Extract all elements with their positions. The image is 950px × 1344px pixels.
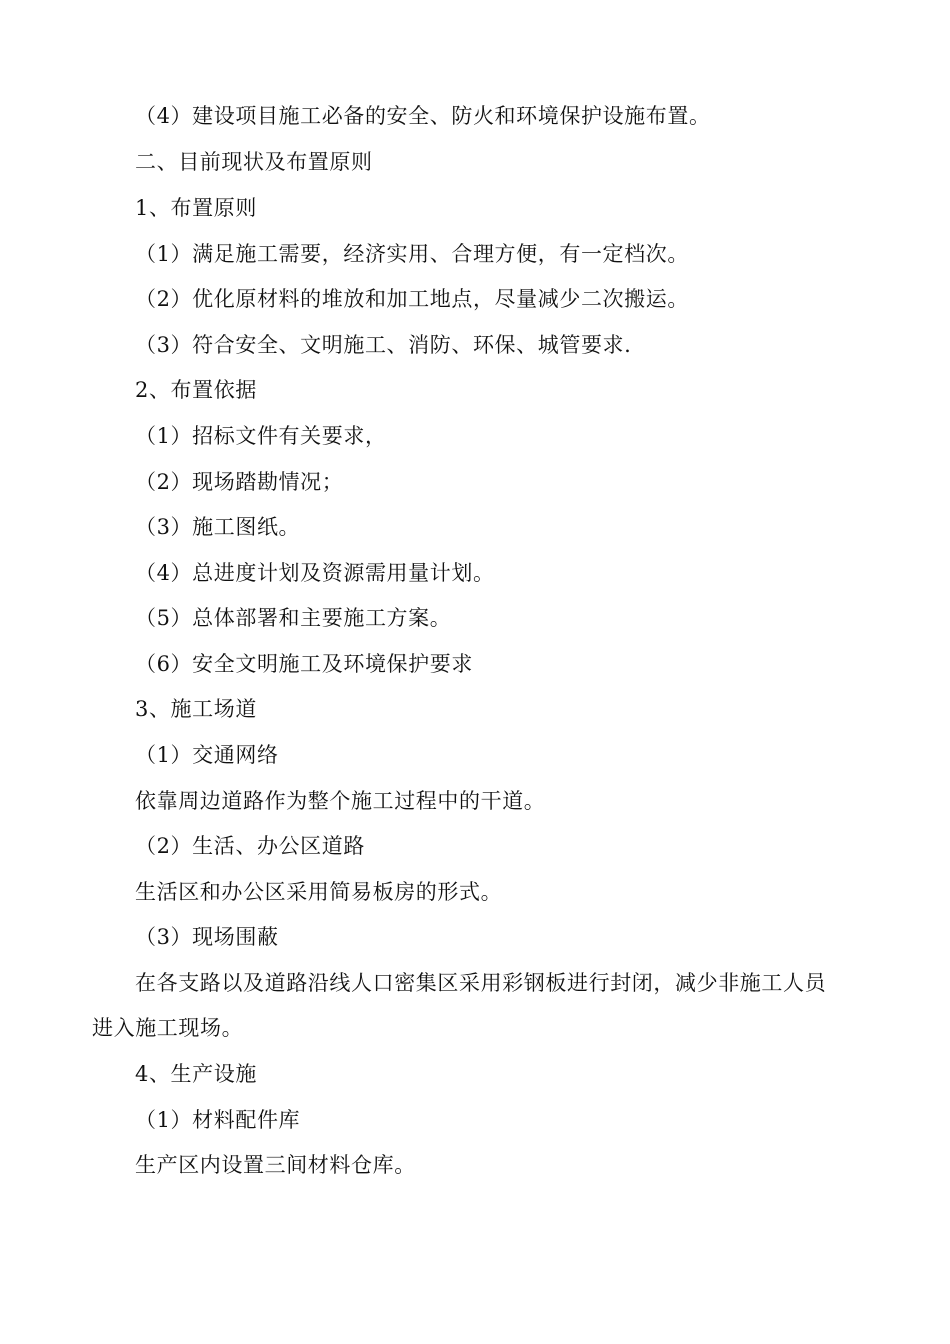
basis-2: （2）现场踏勘情况； [135, 470, 344, 494]
basis-5: （5）总体部署和主要施工方案。 [135, 606, 452, 630]
basis-1: （1）招标文件有关要求， [135, 424, 387, 448]
subheading-site-roads: 3、施工场道 [135, 697, 257, 721]
subheading-layout-principles: 1、布置原则 [135, 196, 257, 220]
roads-item-1-text: 依靠周边道路作为整个施工过程中的干道。 [135, 789, 546, 813]
roads-item-1: （1）交通网络 [135, 743, 279, 767]
facilities-item-1-text: 生产区内设置三间材料仓库。 [135, 1153, 416, 1177]
facilities-item-1: （1）材料配件库 [135, 1108, 301, 1132]
subheading-production-facilities: 4、生产设施 [135, 1062, 257, 1086]
principle-3: （3）符合安全、文明施工、消防、环保、城管要求. [135, 333, 632, 357]
roads-item-3-text-continued: 进入施工现场。 [92, 1016, 244, 1040]
principle-1: （1）满足施工需要，经济实用、合理方便，有一定档次。 [135, 242, 689, 266]
principle-2: （2）优化原材料的堆放和加工地点，尽量减少二次搬运。 [135, 287, 689, 311]
basis-6: （6）安全文明施工及环境保护要求 [135, 652, 473, 676]
roads-item-3-text: 在各支路以及道路沿线人口密集区采用彩钢板进行封闭，减少非施工人员 [135, 971, 827, 995]
roads-item-2: （2）生活、办公区道路 [135, 834, 365, 858]
basis-4: （4）总进度计划及资源需用量计划。 [135, 561, 495, 585]
subheading-layout-basis: 2、布置依据 [135, 378, 257, 402]
roads-item-2-text: 生活区和办公区采用简易板房的形式。 [135, 880, 503, 904]
item-4-safety-facilities: （4）建设项目施工必备的安全、防火和环境保护设施布置。 [135, 104, 711, 128]
section-heading-2: 二、目前现状及布置原则 [135, 150, 373, 174]
basis-3: （3）施工图纸。 [135, 515, 301, 539]
roads-item-3: （3）现场围蔽 [135, 925, 279, 949]
